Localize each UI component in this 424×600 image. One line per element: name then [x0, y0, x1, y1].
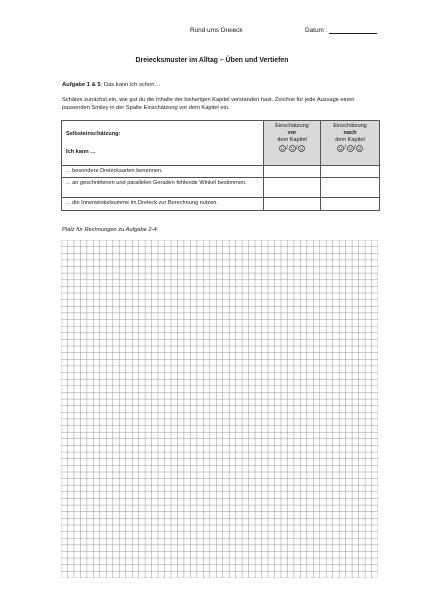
- table-row: [62, 166, 380, 178]
- header-self-assessment: [62, 121, 264, 166]
- after-rating-cell[interactable]: [321, 178, 380, 198]
- after-line-1: Einschätzung: [333, 123, 367, 129]
- instructions: Schätze zunächst ein, wie gut du die Inhalte der bisherigen Kapitel verstanden hast. Zeichne für jede Aussage einen passenden Smiley in der Spalte Einschätzung vor dem Kapitel ein.: [62, 97, 355, 112]
- after-line-3: dem Kapitel: [335, 137, 365, 144]
- slash-divider: /: [354, 145, 356, 152]
- self-assessment-table: [61, 120, 380, 211]
- after-line-2: nach: [343, 130, 357, 137]
- calculation-label: Platz für Rechnungen zu Aufgabe 2-4:: [62, 227, 159, 233]
- header-ich-kann-label: Ich kann …: [66, 149, 96, 155]
- header-date: [305, 27, 377, 34]
- smiley-happy-icon: [279, 145, 286, 152]
- header-self-assessment-label: Selbsteinschätzung:: [66, 131, 121, 137]
- document-title: Dreiecksmuster im Alltag – Üben und Vertiefen: [135, 57, 289, 64]
- slash-divider: /: [286, 145, 288, 152]
- before-line-1: Einschätzung: [275, 123, 309, 129]
- smiley-sad-icon: [356, 145, 363, 152]
- after-smileys: [337, 145, 363, 152]
- after-rating-cell[interactable]: [321, 198, 380, 210]
- before-rating-cell[interactable]: [264, 198, 321, 210]
- slash-divider: /: [344, 145, 346, 152]
- header-title: Rund ums Dreieck: [190, 27, 243, 34]
- smiley-happy-icon: [337, 145, 344, 152]
- smiley-neutral-icon: [289, 145, 296, 152]
- task-line: [62, 82, 160, 88]
- task-text: : Das kann ich schon…: [100, 82, 161, 88]
- header-before-chapter: [264, 121, 321, 166]
- before-line-3: dem Kapitel: [277, 137, 307, 144]
- before-rating-cell[interactable]: [264, 178, 321, 198]
- before-smileys: [279, 145, 305, 152]
- statement-cell: … an geschnittenen und parallelen Geraden fehlende Winkel bestimmen.: [62, 178, 264, 198]
- statement-cell: … besondere Dreiecksarten benennen.: [62, 166, 264, 178]
- table-row: [62, 198, 380, 210]
- smiley-neutral-icon: [347, 145, 354, 152]
- smiley-sad-icon: [298, 145, 305, 152]
- before-rating-cell[interactable]: [264, 166, 321, 178]
- before-line-2: vor: [287, 130, 297, 137]
- calculation-grid[interactable]: [61, 240, 378, 578]
- after-rating-cell[interactable]: [321, 166, 380, 178]
- slash-divider: /: [296, 145, 298, 152]
- date-label: Datum :: [305, 27, 328, 34]
- task-label: Aufgabe 1 & 5: [62, 82, 101, 88]
- date-input-line[interactable]: [329, 27, 377, 34]
- table-row: [62, 178, 380, 198]
- statement-cell: … die Innenwinkelsumme im Dreieck zur Berechnung nutzen.: [62, 198, 264, 210]
- table-header-row: [62, 121, 380, 166]
- page-header: [0, 24, 424, 38]
- header-after-chapter: [321, 121, 380, 166]
